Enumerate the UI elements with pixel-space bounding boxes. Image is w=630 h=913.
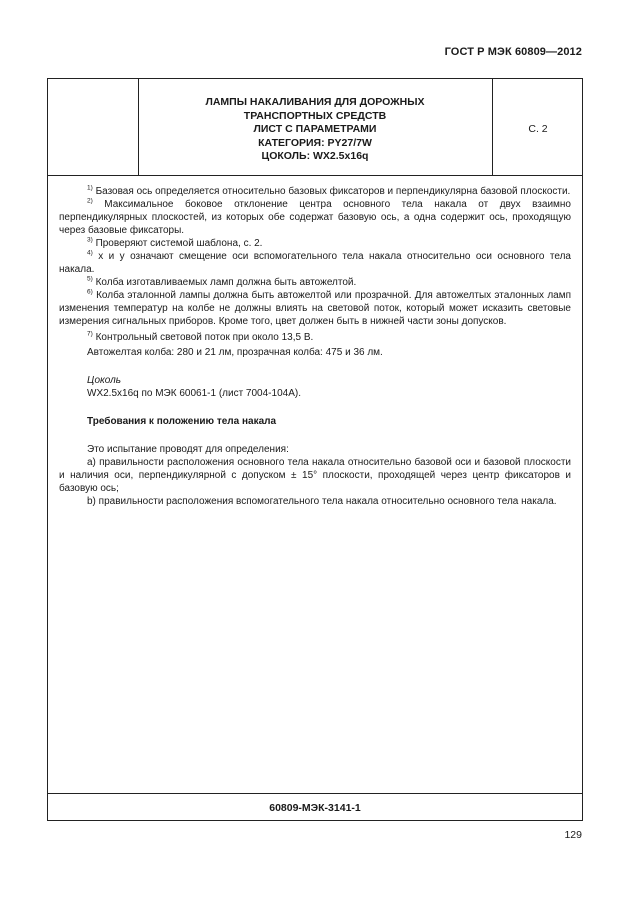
note-mark: 1) [87, 184, 93, 192]
standard-designation: ГОСТ Р МЭК 60809—2012 [444, 46, 582, 58]
note-text: Колба изготавливаемых ламп должна быть автожелтой. [95, 277, 357, 288]
title-line: ЛАМПЫ НАКАЛИВАНИЯ ДЛЯ ДОРОЖНЫХ [205, 96, 425, 108]
flux-values: Автожелтая колба: 280 и 21 лм, прозрачная колба: 475 и 36 лм. [87, 347, 383, 358]
note-mark: 3) [87, 236, 93, 244]
note-mark: 7) [87, 330, 93, 338]
sheet-page-label: С. 2 [528, 123, 548, 135]
note-text: Проверяют системой шаблона, с. 2. [95, 238, 263, 249]
note-mark: 5) [87, 275, 93, 283]
title-block-title [138, 79, 493, 175]
requirements-intro: Это испытание проводят для определения: [87, 444, 289, 455]
note-1 [59, 185, 571, 198]
notes-content [59, 185, 571, 508]
note-3 [59, 237, 571, 250]
title-line: КАТЕГОРИЯ: PY27/7W [258, 136, 372, 149]
note-mark: 6) [87, 288, 93, 296]
note-5 [59, 276, 571, 289]
title-line: ЦОКОЛЬ: WX2.5x16q [261, 150, 369, 162]
page-number: 129 [564, 829, 582, 841]
title-line: ЛИСТ С ПАРАМЕТРАМИ [253, 123, 377, 135]
sheet-footer-code: 60809-МЭК-3141-1 [48, 793, 582, 822]
base-text: WX2.5x16q по МЭК 60061-1 (лист 7004-104А). [87, 388, 301, 399]
note-text: x и y означают смещение оси вспомогательного тела накала относительно оси основного тела накала. [59, 251, 571, 275]
note-7 [59, 331, 571, 344]
note-mark: 4) [87, 249, 93, 257]
note-text: Базовая ось определяется относительно базовых фиксаторов и перпендикулярна базовой плоскости. [95, 186, 571, 197]
requirements-title: Требования к положению тела накала [87, 416, 277, 427]
spacer [59, 428, 571, 443]
note-4 [59, 250, 571, 276]
title-line: ТРАНСПОРТНЫХ СРЕДСТВ [243, 109, 387, 122]
note-text: Контрольный световой поток при около 13,5 В. [95, 332, 314, 343]
title-block [48, 79, 582, 176]
title-block-left-cell [48, 79, 139, 175]
spacer [59, 359, 571, 372]
note-mark: 2) [87, 197, 93, 205]
base-heading: Цоколь [87, 375, 122, 386]
note-text: Колба эталонной лампы должна быть автожелтой или прозрачной. Для автожелтых эталонных ламп изменения температур на колбе не должны влиять на световой поток, который может исказить световые измерения сигнальных приборов. Кроме того, цвет должен быть в нижней части зоны допусков. [59, 290, 572, 327]
note-2 [59, 198, 571, 237]
sheet-frame [47, 78, 583, 821]
requirements-item-a: а) правильности расположения основного тела накала относительно базовой оси и базовой плоскости и наличия оси, перпендикулярной с допуском ± 15° плоскости, проходящей через центр фиксаторов и базовую ось; [59, 457, 571, 494]
spacer [59, 400, 571, 415]
note-6 [59, 289, 571, 328]
requirements-item-b: b) правильности расположения вспомогательного тела накала относительно основного тела накала. [87, 496, 557, 507]
note-text: Максимальное боковое отклонение центра основного тела накала от двух взаимно перпендикулярных плоскостей, из которых обе содержат базовую ось, а одна содержит ось, проходящую через базовые фиксаторы. [59, 199, 571, 236]
